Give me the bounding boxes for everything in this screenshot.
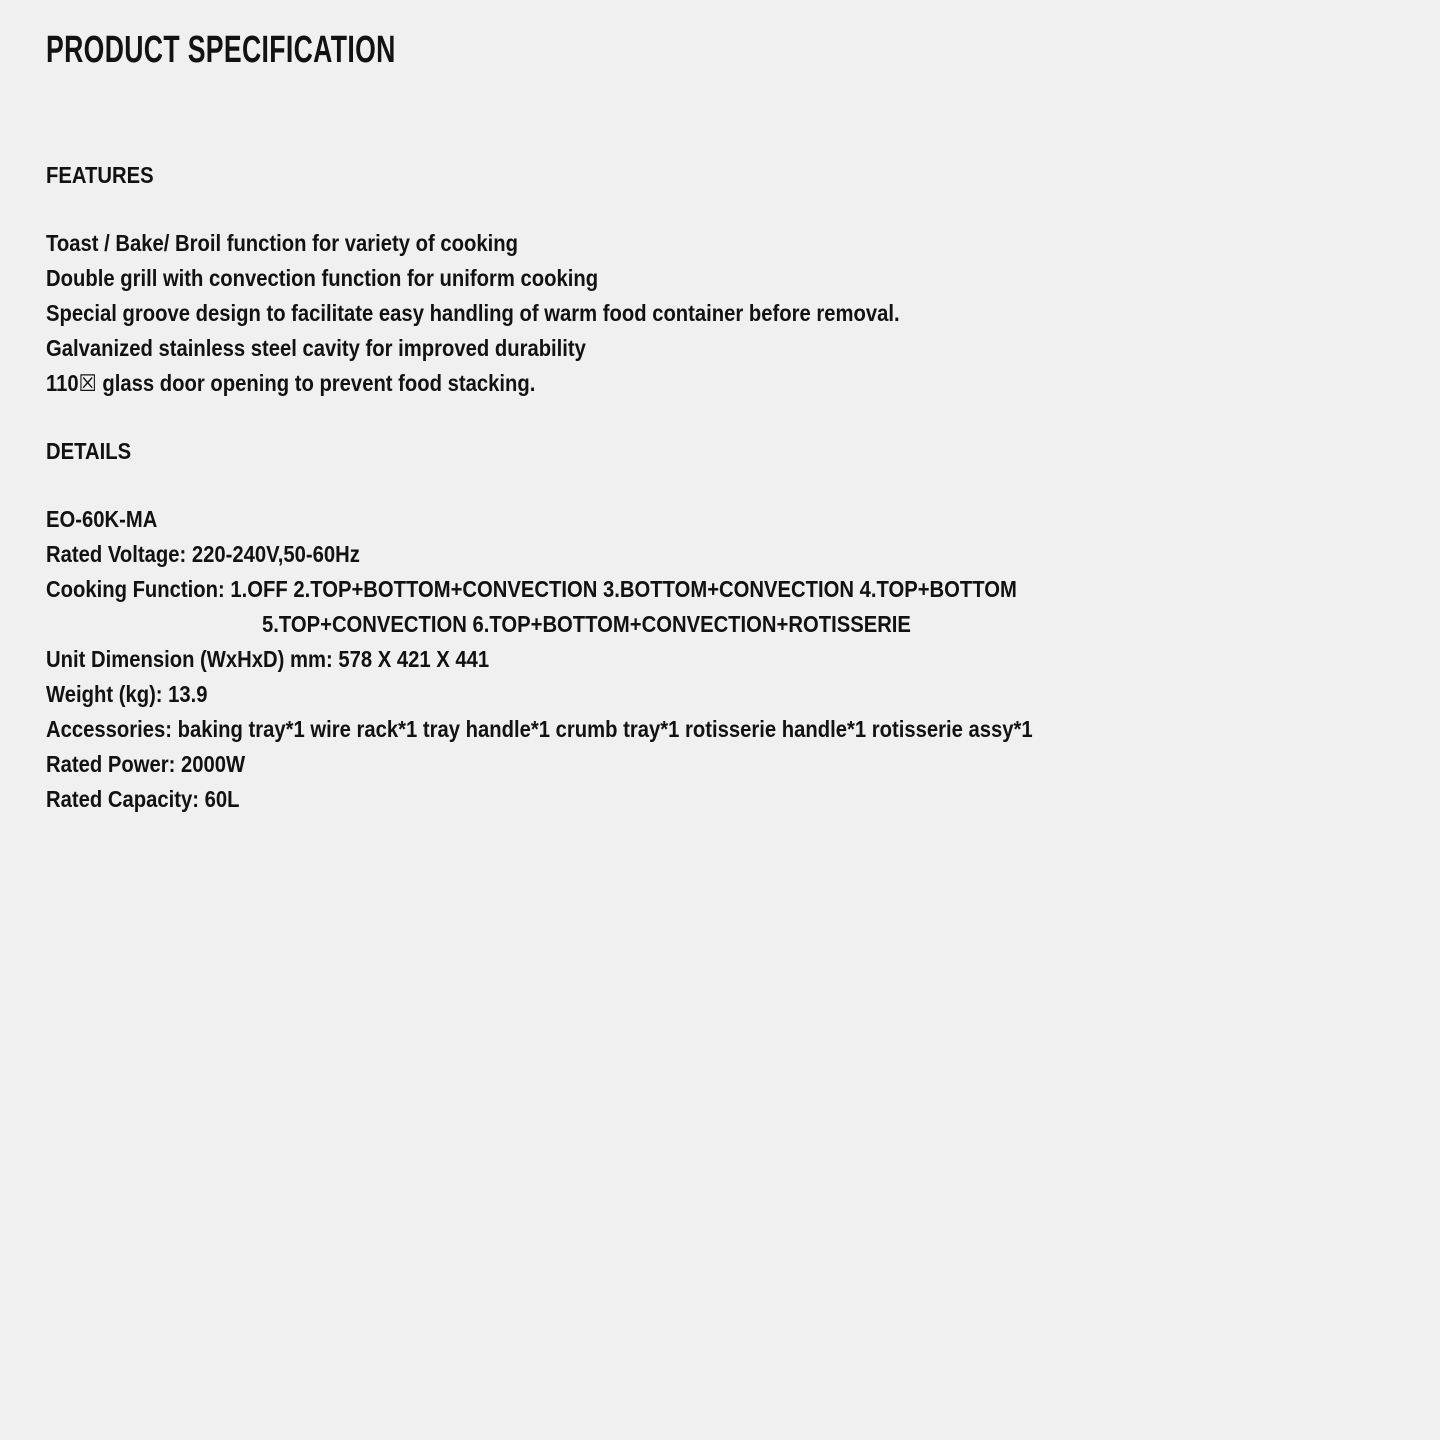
details-heading xyxy=(46,434,1440,469)
detail-line-text: Rated Voltage: 220-240V,50-60Hz xyxy=(46,541,360,567)
page-title xyxy=(46,28,1440,72)
detail-line-model xyxy=(46,502,1440,537)
detail-line-rated-voltage xyxy=(46,537,1440,572)
detail-line-text: Weight (kg): 13.9 xyxy=(46,681,208,707)
feature-item-text: Special groove design to facilitate easy handling of warm food container before removal. xyxy=(46,300,900,326)
detail-line-text: Cooking Function: 1.OFF 2.TOP+BOTTOM+CONVECTION 3.BOTTOM+CONVECTION 4.TOP+BOTTOM xyxy=(46,576,1017,602)
details-list xyxy=(46,502,1440,817)
detail-line-text: Rated Capacity: 60L xyxy=(46,786,240,812)
feature-item xyxy=(46,226,1440,261)
detail-line-text: Rated Power: 2000W xyxy=(46,751,246,777)
page-title-text: PRODUCT SPECIFICATION xyxy=(46,29,396,71)
detail-line-cooking-function xyxy=(46,572,1440,607)
feature-item-text: 110☒ glass door opening to prevent food stacking. xyxy=(46,370,536,396)
feature-item xyxy=(46,261,1440,296)
feature-item xyxy=(46,296,1440,331)
features-list xyxy=(46,226,1440,401)
detail-line-cooking-function-continued xyxy=(46,607,1440,642)
detail-line-accessories xyxy=(46,712,1440,747)
feature-item-text: Toast / Bake/ Broil function for variety of cooking xyxy=(46,230,518,256)
detail-line-rated-capacity xyxy=(46,782,1440,817)
detail-line-text: EO-60K-MA xyxy=(46,506,158,532)
detail-line-text: Unit Dimension (WxHxD) mm: 578 X 421 X 441 xyxy=(46,646,490,672)
details-heading-text: DETAILS xyxy=(46,438,132,464)
feature-item xyxy=(46,366,1440,401)
features-heading-text: FEATURES xyxy=(46,162,154,188)
feature-item xyxy=(46,331,1440,366)
detail-line-text: Accessories: baking tray*1 wire rack*1 tray handle*1 crumb tray*1 rotisserie handle*1 rotisserie assy*1 xyxy=(46,716,1033,742)
detail-line-unit-dimension xyxy=(46,642,1440,677)
detail-line-weight xyxy=(46,677,1440,712)
feature-item-text: Galvanized stainless steel cavity for improved durability xyxy=(46,335,586,361)
features-heading xyxy=(46,158,1440,193)
detail-line-rated-power xyxy=(46,747,1440,782)
detail-line-text: 5.TOP+CONVECTION 6.TOP+BOTTOM+CONVECTION+ROTISSERIE xyxy=(262,611,911,637)
feature-item-text: Double grill with convection function for uniform cooking xyxy=(46,265,599,291)
